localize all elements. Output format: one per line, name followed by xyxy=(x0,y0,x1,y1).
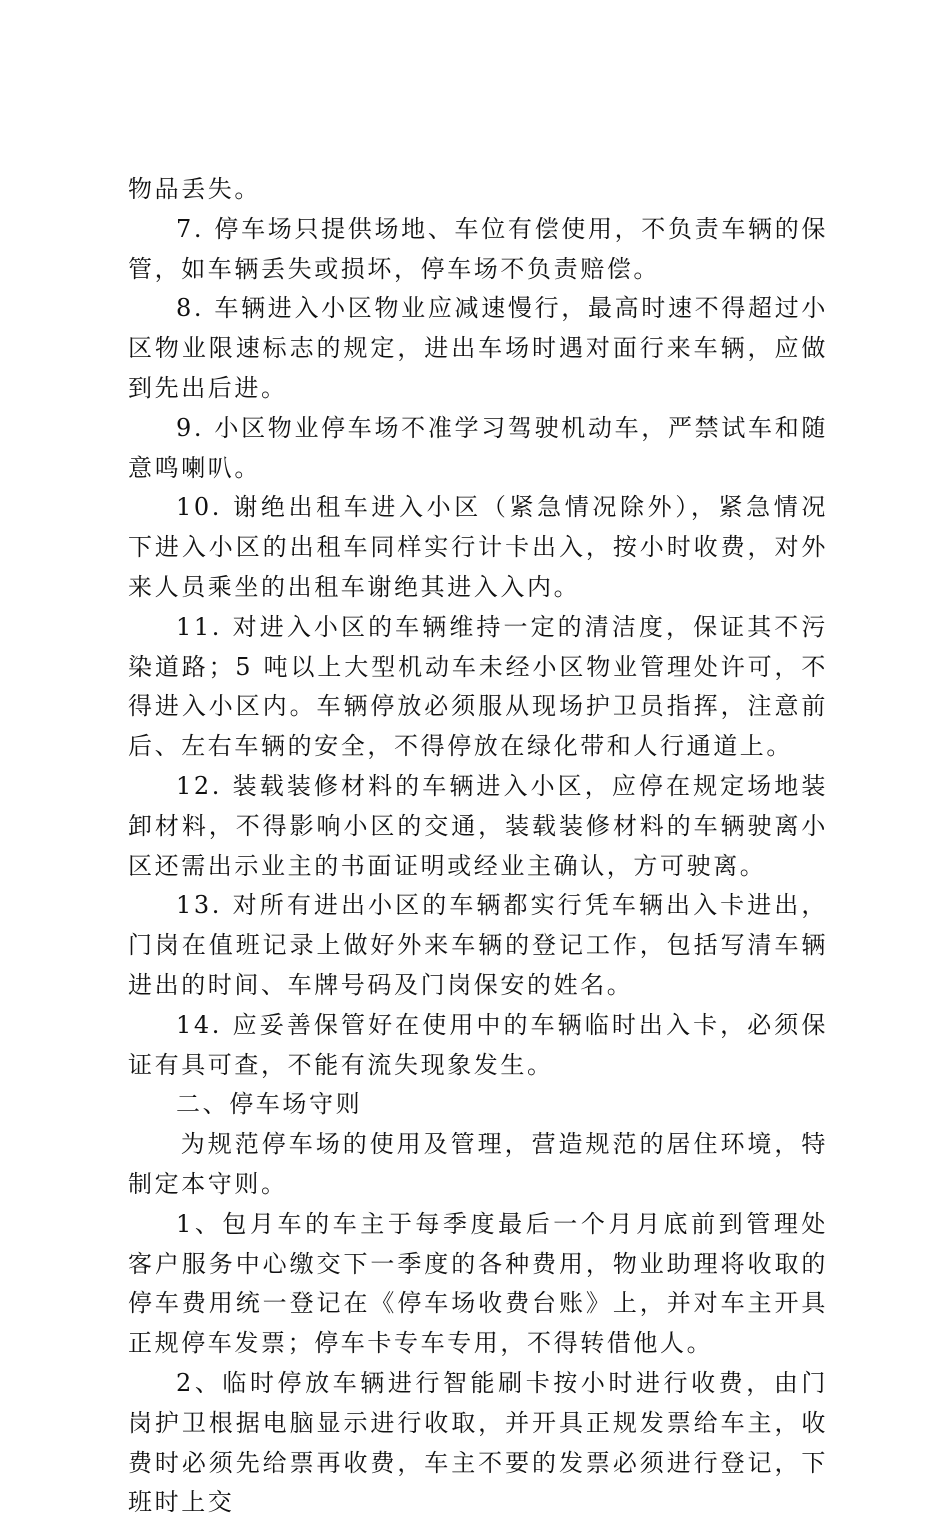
paragraph-rule-13: 13. 对所有进出小区的车辆都实行凭车辆出入卡进出，门岗在值班记录上做好外来车辆的登记工作，包括写清车辆进出的时间、车牌号码及门岗保安的姓名。 xyxy=(128,891,828,999)
paragraph-rule-12: 12. 装载装修材料的车辆进入小区，应停在规定场地装卸材料，不得影响小区的交通，装载装修材料的车辆驶离小区还需出示业主的书面证明或经业主确认，方可驶离。 xyxy=(128,771,828,880)
paragraph-rule-7: 7. 停车场只提供场地、车位有偿使用，不负责车辆的保管，如车辆丢失或损坏，停车场不负责赔偿。 xyxy=(128,214,828,283)
paragraph-rule-9: 9. 小区物业停车场不准学习驾驶机动车，严禁试车和随意鸣喇叭。 xyxy=(128,413,828,482)
paragraph-rule-8: 8. 车辆进入小区物业应减速慢行，最高时速不得超过小区物业限速标志的规定，进出车场时遇对面行来车辆，应做到先出后进。 xyxy=(128,294,828,402)
paragraph-rule-10: 10. 谢绝出租车进入小区（紧急情况除外），紧急情况下进入小区的出租车同样实行计卡出入，按小时收费，对外来人员乘坐的出租车谢绝其进入入内。 xyxy=(128,493,828,601)
paragraph-intro: 为规范停车场的使用及管理，营造规范的居住环境，特制定本守则。 xyxy=(128,1130,828,1198)
paragraph-rule-14: 14. 应妥善保管好在使用中的车辆临时出入卡，必须保证有具可查，不能有流失现象发生。 xyxy=(128,1010,828,1079)
paragraph-rule-11: 11. 对进入小区的车辆维持一定的清洁度，保证其不污染道路；5 吨以上大型机动车未经小区物业管理处许可，不得进入小区内。车辆停放必须服从现场护卫员指挥，注意前后、左右车辆的安全，不得停放在绿化带和人行通道上。 xyxy=(128,612,828,761)
paragraph-section2-item-2: 2、临时停放车辆进行智能刷卡按小时进行收费，由门岗护卫根据电脑显示进行收取，并开具正规发票给车主，收费时必须先给票再收费，车主不要的发票必须进行登记，下班时上交 xyxy=(128,1368,828,1517)
paragraph-section2-item-1: 1、包月车的车主于每季度最后一个月月底前到管理处客户服务中心缴交下一季度的各种费用，物业助理将收取的停车费用统一登记在《停车场收费台账》上，并对车主开具正规停车发票；停车卡专车专用，不得转借他人。 xyxy=(128,1209,828,1358)
section-heading: 二、停车场守则 xyxy=(176,1090,363,1119)
document-body xyxy=(128,170,828,1523)
paragraph-continuation: 物品丢失。 xyxy=(128,175,261,203)
